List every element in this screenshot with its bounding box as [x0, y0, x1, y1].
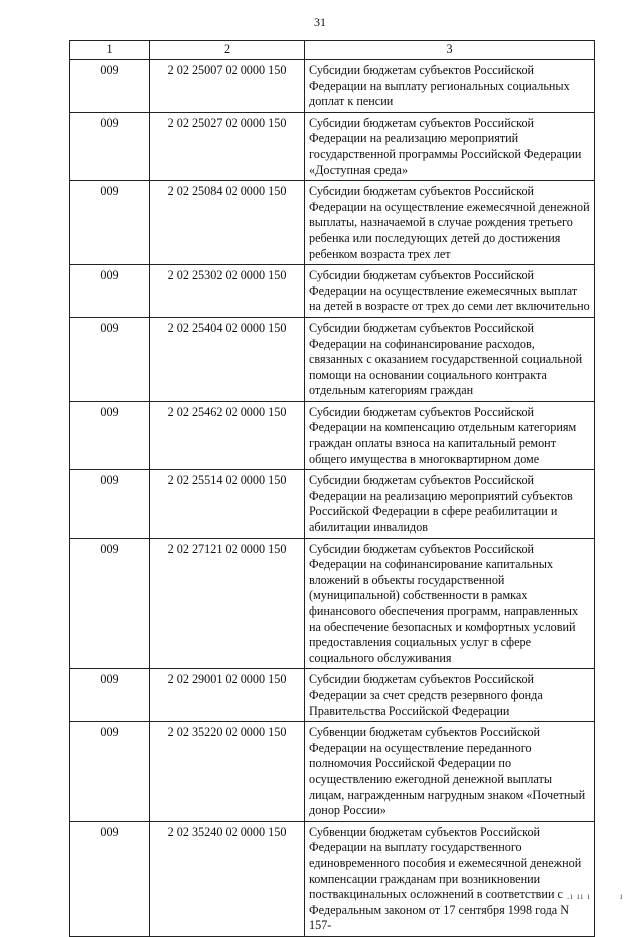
- revenue-name-cell: Субсидии бюджетам субъектов Российской Федерации на выплату региональных социальных доплат к пенсии: [305, 60, 595, 113]
- revenue-name-cell: Субсидии бюджетам субъектов Российской Федерации за счет средств резервного фонда Правительства Российской Федерации: [305, 669, 595, 722]
- revenue-code-cell: 2 02 25027 02 0000 150: [150, 112, 305, 180]
- revenue-code-cell: 2 02 29001 02 0000 150: [150, 669, 305, 722]
- page-number: 31: [314, 15, 326, 29]
- table-row: [70, 181, 595, 265]
- header-col-3: 3: [305, 41, 595, 60]
- table-row: [70, 60, 595, 113]
- revenue-code-cell: 2 02 25514 02 0000 150: [150, 470, 305, 538]
- table-row: [70, 669, 595, 722]
- revenue-code-cell: 2 02 25084 02 0000 150: [150, 181, 305, 265]
- revenue-code-cell: 2 02 25007 02 0000 150: [150, 60, 305, 113]
- revenue-name-cell: Субсидии бюджетам субъектов Российской Федерации на осуществление ежемесячных выплат на детей в возрасте от трех до семи лет включительно: [305, 265, 595, 318]
- table-row: [70, 538, 595, 669]
- revenue-name-cell: Субсидии бюджетам субъектов Российской Федерации на софинансирование расходов, связанных с оказанием государственной социальной помощи на основании социального контракта отдельным категориям граждан: [305, 317, 595, 401]
- revenue-name-cell: Субсидии бюджетам субъектов Российской Федерации на софинансирование капитальных вложений в объекты государственной (муниципальной) собственности в рамках финансового обеспечения программ, направленных на обеспечение безопасных и комфортных условий предоставления социальных услуг в сфере социального обслуживания: [305, 538, 595, 669]
- header-col-2: 2: [150, 41, 305, 60]
- table-row: [70, 112, 595, 180]
- revenue-name-cell: Субсидии бюджетам субъектов Российской Федерации на реализацию мероприятий субъектов Российской Федерации в сфере реабилитации и абилитации инвалидов: [305, 470, 595, 538]
- revenue-name-cell: Субсидии бюджетам субъектов Российской Федерации на осуществление ежемесячной денежной выплаты, назначаемой в случае рождения третьего ребенка или последующих детей до достижения ребенком возраста трех лет: [305, 181, 595, 265]
- admin-code-cell: 009: [70, 470, 150, 538]
- budget-revenue-table: [69, 40, 595, 937]
- revenue-name-cell: Субсидии бюджетам субъектов Российской Федерации на компенсацию отдельным категориям граждан оплаты взноса на капитальный ремонт общего имущества в многоквартирном доме: [305, 401, 595, 469]
- revenue-code-cell: 2 02 35240 02 0000 150: [150, 821, 305, 936]
- admin-code-cell: 009: [70, 538, 150, 669]
- table-row: [70, 821, 595, 936]
- admin-code-cell: 009: [70, 265, 150, 318]
- table-row: [70, 265, 595, 318]
- scan-artifact-marks: .ı ıı ı ı: [567, 891, 624, 901]
- admin-code-cell: 009: [70, 60, 150, 113]
- table-header-row: [70, 41, 595, 60]
- revenue-name-cell: Субвенции бюджетам субъектов Российской Федерации на выплату государственного единовременного пособия и ежемесячной денежной компенсации гражданам при возникновении поствакцинальных осложнений в соответствии с Федеральным законом от 17 сентября 1998 года N 157-: [305, 821, 595, 936]
- revenue-code-cell: 2 02 27121 02 0000 150: [150, 538, 305, 669]
- table-row: [70, 722, 595, 822]
- table-row: [70, 317, 595, 401]
- admin-code-cell: 009: [70, 669, 150, 722]
- revenue-name-cell: Субвенции бюджетам субъектов Российской Федерации на осуществление переданного полномочия Российской Федерации по осуществлению ежегодной денежной выплаты лицам, награжденным нагрудным знаком «Почетный донор России»: [305, 722, 595, 822]
- header-col-1: 1: [70, 41, 150, 60]
- table-row: [70, 401, 595, 469]
- admin-code-cell: 009: [70, 821, 150, 936]
- revenue-name-cell: Субсидии бюджетам субъектов Российской Федерации на реализацию мероприятий государственной программы Российской Федерации «Доступная среда»: [305, 112, 595, 180]
- revenue-code-cell: 2 02 25462 02 0000 150: [150, 401, 305, 469]
- admin-code-cell: 009: [70, 112, 150, 180]
- admin-code-cell: 009: [70, 317, 150, 401]
- admin-code-cell: 009: [70, 722, 150, 822]
- admin-code-cell: 009: [70, 401, 150, 469]
- admin-code-cell: 009: [70, 181, 150, 265]
- revenue-code-cell: 2 02 25404 02 0000 150: [150, 317, 305, 401]
- revenue-code-cell: 2 02 35220 02 0000 150: [150, 722, 305, 822]
- revenue-code-cell: 2 02 25302 02 0000 150: [150, 265, 305, 318]
- table-row: [70, 470, 595, 538]
